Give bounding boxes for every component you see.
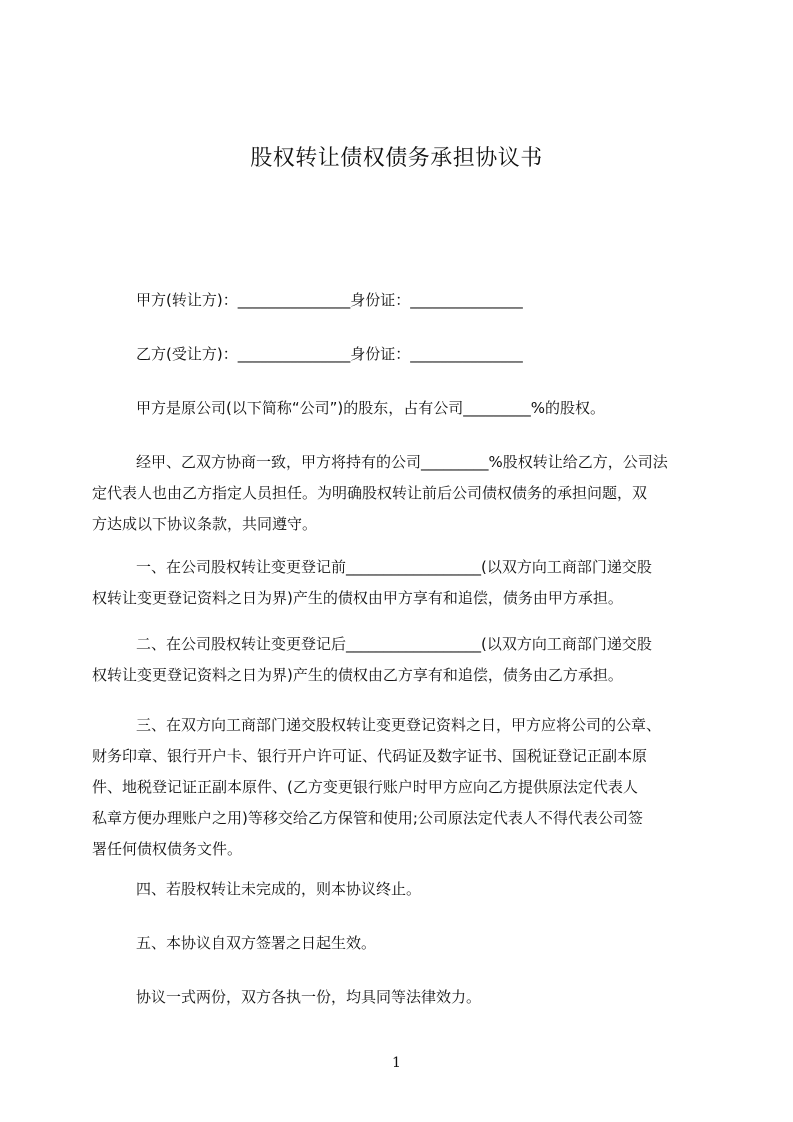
copies-line: 协议一式两份，双方各执一份，均具同等法律效力。: [136, 988, 482, 1006]
paragraph-line: 方达成以下协议条款，共同遵守。: [92, 515, 318, 533]
paragraph-line: 二、在公司股权转让变更登记后__________________(以双方向工商部门递交股: [136, 635, 652, 653]
paragraph-line: 权转让变更登记资料之日为界)产生的债权由甲方享有和追偿，债务由甲方承担。: [92, 589, 623, 607]
party-a-line: 甲方(转让方)：_______________身份证：_______________: [136, 291, 523, 309]
paragraph-line: 定代表人也由乙方指定人员担任。为明确股权转让前后公司债权债务的承担问题，双: [92, 484, 648, 502]
clause-5: 五、本协议自双方签署之日起生效。: [136, 934, 377, 952]
document-title: 股权转让债权债务承担协议书: [250, 146, 543, 171]
paragraph-line: 一、在公司股权转让变更登记前__________________(以双方向工商部门递交股: [136, 558, 652, 576]
paragraph-line: 财务印章、银行开户卡、银行开户许可证、代码证及数字证书、国税证登记正副本原: [92, 747, 648, 765]
paragraph-line: 件、地税登记证正副本原件、(乙方变更银行账户时甲方应向乙方提供原法定代表人: [92, 778, 638, 796]
paragraph-line: 署任何债权债务文件。: [92, 840, 243, 858]
clause-4: 四、若股权转让未完成的，则本协议终止。: [136, 880, 422, 898]
stake-line: 甲方是原公司(以下简称“公司”)的股东，占有公司_________%的股权。: [136, 399, 606, 417]
party-b-line: 乙方(受让方)：_______________身份证：_______________: [136, 345, 523, 363]
paragraph-line: 权转让变更登记资料之日为界)产生的债权由乙方享有和追偿，债务由乙方承担。: [92, 666, 623, 684]
paragraph-line: 经甲、乙双方协商一致，甲方将持有的公司_________%股权转让给乙方，公司法: [136, 453, 668, 471]
page-number: 1: [392, 1055, 401, 1071]
paragraph-line: 私章方便办理账户之用)等移交给乙方保管和使用;公司原法定代表人不得代表公司签: [92, 809, 643, 827]
paragraph-line: 三、在双方向工商部门递交股权转让变更登记资料之日，甲方应将公司的公章、: [136, 716, 662, 734]
